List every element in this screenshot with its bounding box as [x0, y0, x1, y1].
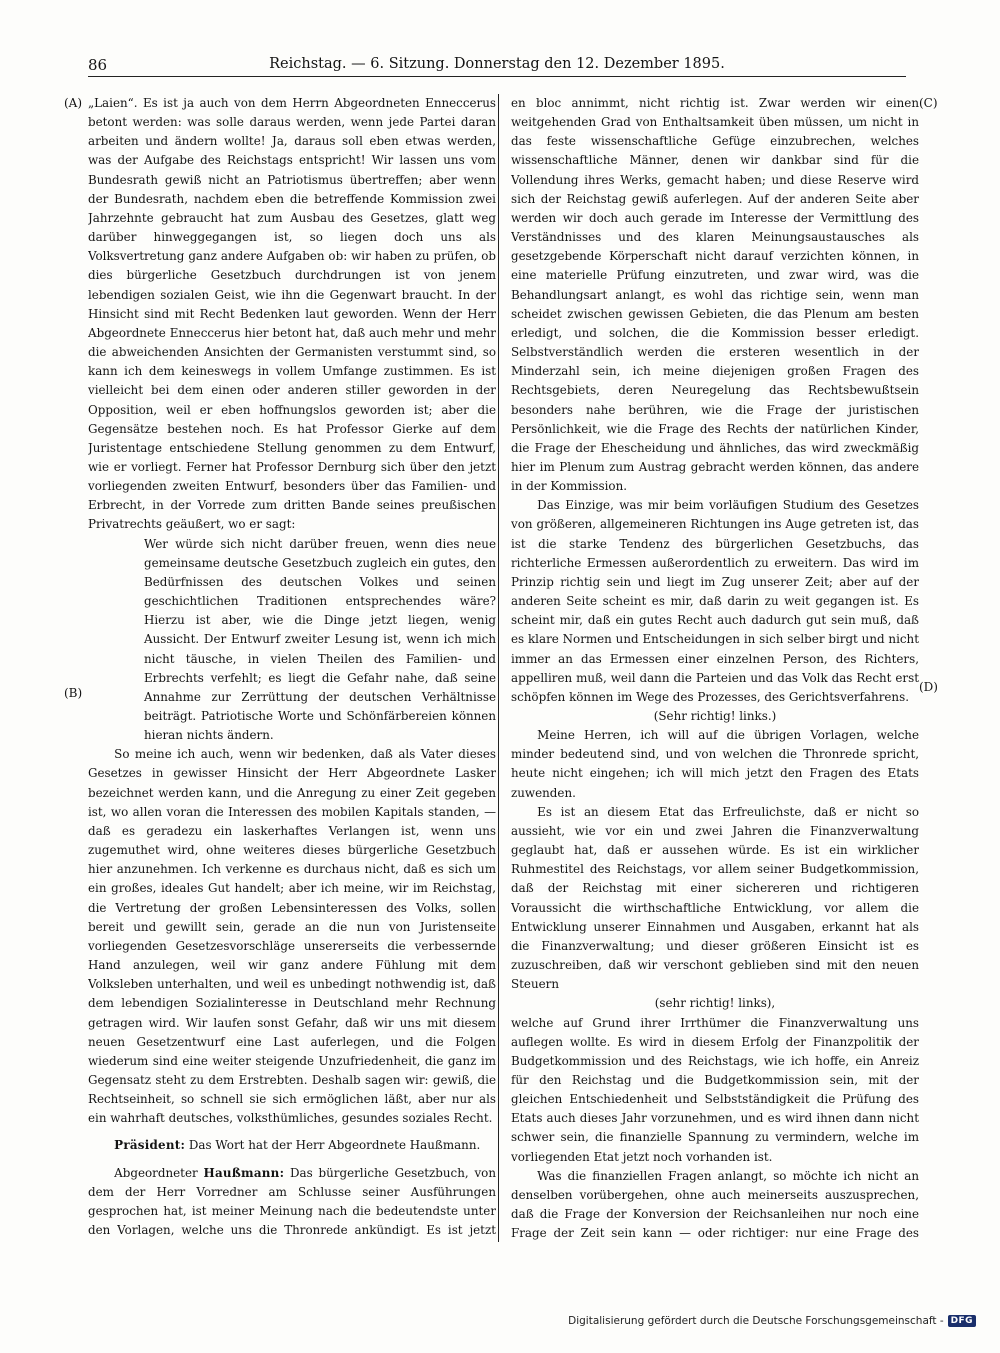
- margin-marker-b: (B): [64, 686, 83, 700]
- margin-marker-a: (A): [64, 96, 83, 110]
- speaker-prefix: Abgeordneter: [114, 1165, 204, 1180]
- right-paragraph-5: welche auf Grund ihrer Irrthümer die Finanzverwaltung uns auflegen wollte. Es wird in diesem Erfolg der Finanzpolitik der Budgetkommission und des Reichstags, wie ich hoffe, ein Anreiz für den Reichstag und die Budgetkommission sein, mit der gleichen Entschiedenheit und Selbstständigkeit die Prüfung des Etats auch dieses Jahr vorzunehmen, und es wird ihnen dann nicht schwer sein, die finanzielle Spannung zu vermindern, welche im vorliegenden Etat jetzt noch vorhanden ist.: [511, 1015, 919, 1164]
- speaker-president: Präsident:: [114, 1138, 186, 1153]
- president-text: Das Wort hat der Herr Abgeordnete Haußmann.: [185, 1138, 481, 1153]
- right-column: [511, 94, 919, 1240]
- page-number: 86: [88, 56, 108, 74]
- right-paragraph-4: Es ist an diesem Etat das Erfreulichste, daß er nicht so aussieht, wie vor ein und zwei Jahren die Finanzverwaltung geglaubt hat, daß er aussehen würde. Es ist ein wirklicher Ruhmestitel des Reichstags, vor allem seiner Budgetkommission, daß der Reichstag mit einer sichereren und richtigeren Voraussicht die wirthschaftliche Entwicklung, vor allem die Entwicklung unserer Einnahmen und Ausgaben, erkannt hat als die Finanzverwaltung; und dieser größeren Einsicht ist es zuzuschreiben, daß wir verschont geblieben sind mit den neuen Steuern: [511, 804, 919, 992]
- column-divider: [498, 94, 499, 1242]
- right-paragraph-1: en bloc annimmt, nicht richtig ist. Zwar werden wir einen weitgehenden Grad von Enthaltsamkeit üben müssen, um nicht in das feste wissenschaftliche Gefüge einzubrechen, welches wissenschaftliche Männer, denen wir dankbar sind für die Vollendung ihres Werks, gemacht haben; und diese Reserve wird sich der Reichstag gewiß auferlegen. Auf der anderen Seite aber werden wir doch auch gerade im Interesse der Vermittlung des Verständnisses und des klaren Meinungsaustausches als gesetzgebende Körperschaft nicht darauf verzichten können, in eine materielle Prüfung einzutreten, und zwar wird, was die Behandlungsart anlangt, es wohl das richtige sein, wenn man scheidet zwischen gewissen Gebieten, die das Plenum am besten erledigt, und solchen, die die Kommission besser erledigt. Selbstverständlich werden die ersteren wesentlich in der Minderzahl sein, ich meine diejenigen großen Fragen des Rechtsgebiets, deren Neuregelung das Rechtsbewußtsein besonders nahe berühren, wie die Frage der juristischen Persönlichkeit, wie die Frage des Rechts der natürlichen Kinder, die Frage der Ehescheidung und ähnliches, das wird zweckmäßig hier im Plenum zum Austrag gebracht werden können, das andere in der Kommission.: [511, 96, 919, 494]
- left-paragraph-2: So meine ich auch, wenn wir bedenken, daß als Vater dieses Gesetzes in gewisser Hinsicht der Herr Abgeordnete Lasker bezeichnet werden kann, und die Anregung zu einer Zeit gegeben ist, wo allen voran die Interessen des mobilen Kapitals standen, — daß es geradezu ein laskerhaftes Verlangen ist, wenn uns zugemuthet wird, ohne weiteres dieses bürgerliche Gesetzbuch hier anzunehmen. Ich verkenne es durchaus nicht, daß es sich um ein großes, ideales Gut handelt; aber ich meine, wir im Reichstag, die Vertretung der großen Lebensinteressen des Volks, sollen bereit und gewillt sein, gerade an die nun von Juristenseite vorliegenden Gesetzesvorschläge unsererseits die verbessernde Hand anzulegen, weil wir ganz andere Fühlung mit dem Volksleben unterhalten, und weil es unbedingt nothwendig ist, daß dem lebendigen Sozialinteresse in Deutschland mehr Rechnung getragen wird. Wir laufen sonst Gefahr, daß wir uns mit diesem neuen Gesetzentwurf eine Last auferlegen, und die Folgen wiederum sind eine weiter steigende Unzufriedenheit, die ganz im Gegensatz steht zu dem Erstrebten. Deshalb sagen wir: gewiß, die Rechtseinheit, so schnell sie sich ermöglichen läßt, aber nur als ein wahrhaft deutsches, volksthümliches, gesundes soziales Recht.: [88, 747, 496, 1126]
- interjection-2: (sehr richtig! links),: [654, 996, 776, 1011]
- president-statement: [88, 1136, 496, 1155]
- quotation-block: Wer würde sich nicht darüber freuen, wenn dies neue gemeinsame deutsche Gesetzbuch zugleich ein gutes, den Bedürfnissen des deutschen Volkes und seinen geschichtlichen Traditionen entsprechendes wäre? Hierzu ist aber, wie die Dinge jetzt liegen, wenig Aussicht. Der Entwurf zweiter Lesung ist, wenn ich mich nicht täusche, in vielen Theilen des Familien- und Erbrechts verfehlt; es liegt die Gefahr nahe, daß seine Annahme zur Zerrüttung der deutschen Verhältnisse beiträgt. Patriotische Worte und Schönfärbereien können hieran nichts ändern.: [144, 536, 496, 743]
- running-title: Reichstag. — 6. Sitzung. Donnerstag den 12. Dezember 1895.: [269, 56, 725, 72]
- page-header: [88, 54, 906, 77]
- speech-hausmann-text: Das bürgerliche Gesetzbuch, von dem der Herr Vorredner am Schlusse seiner Ausführungen gesprochen hat, ist meiner Meinung nach die bedeutendste unter den Vorlagen, welche uns die Thronrede ankündigt. Es ist jetzt: [88, 1165, 496, 1238]
- right-paragraph-2: Das Einzige, was mir beim vorläufigen Studium des Gesetzes von größeren, allgemeineren Richtungen ins Auge getreten ist, das ist die starke Tendenz des bürgerlichen Gesetzbuchs, das richterliche Ermessen außerordentlich zu erweitern. Das wird im Prinzip richtig sein und liegt im Zug unserer Zeit; aber auf der anderen Seite scheint es mir, daß darin zu weit gegangen ist. Es scheint mir, daß ein gutes Recht auch dadurch gut sein muß, daß es klare Normen und Entscheidungen in sich selber birgt und nicht immer an das Ermessen einer einzelnen Person, des Richters, appelliren muß, weil dann die Parteien und das Volk das Recht erst schöpfen können im Wege des Prozesses, des Gerichtsverfahrens.: [511, 498, 919, 704]
- margin-marker-d: (D): [919, 680, 938, 694]
- speech-hausmann: [88, 1164, 496, 1240]
- interjection-1: (Sehr richtig! links.): [653, 709, 777, 723]
- left-column: [88, 94, 496, 1240]
- speaker-hausmann: Haußmann:: [203, 1165, 285, 1180]
- digitization-footer: [568, 1315, 976, 1327]
- left-paragraph-1: „Laien“. Es ist ja auch von dem Herrn Abgeordneten Enneccerus betont werden: was solle daraus werden, wenn jede Partei daran arbeiten und ändern wollte! Ja, daraus soll eben etwas werden, was der Aufgabe des Reichstags entspricht! Wir lassen uns vom Bundesrath gewiß nicht an Patriotismus übertreffen; aber wenn der Bundesrath, nachdem eben die betreffende Kommission zwei Jahrzehnte gebraucht hat zum Ausbau des Gesetzes, glatt weg darüber hinweggegangen ist, so liegen doch uns als Volksvertretung ganz andere Aufgaben ob: wir haben zu prüfen, ob dies bürgerliche Gesetzbuch durchdrungen ist von jenem lebendigen sozialen Geist, wie ihn die Gegenwart braucht. In der Hinsicht sind mit Recht Bedenken laut geworden. Wenn der Herr Abgeordnete Enneccerus hier betont hat, daß auch mehr und mehr die abweichenden Ansichten der Germanisten verstummt sind, so kann ich dem keineswegs in vollem Umfange zustimmen. Es ist vielleicht bei dem einen oder anderen stiller geworden in der Opposition, weil er eben hoffnungslos geworden ist; aber die Gegensätze bestehen noch. Es hat Professor Gierke auf dem Juristentage entschiedene Stellung genommen zu dem Entwurf, wie er vorliegt. Ferner hat Professor Dernburg sich über den jetzt vorliegenden zweiten Entwurf, besonders über das Familien- und Erbrecht, in der Vorrede zum dritten Bande seines preußischen Privatrechts geäußert, wo er sagt:: [88, 96, 496, 532]
- margin-marker-c: (C): [919, 96, 938, 110]
- right-paragraph-6: Was die finanziellen Fragen anlangt, so möchte ich nicht an denselben vorübergehen, ohne auch meinerseits auszusprechen, daß die Frage der Konversion der Reichsanleihen nur noch eine Frage der Zeit sein kann — oder richtiger: nur eine Frage des: [511, 1168, 919, 1240]
- right-paragraph-3: Meine Herren, ich will auf die übrigen Vorlagen, welche minder bedeutend sind, und von welchen die Thronrede spricht, heute nicht eingehen; ich will mich jetzt den Fragen des Etats zuwenden.: [511, 728, 919, 800]
- footer-text: Digitalisierung gefördert durch die Deutsche Forschungsgemeinschaft -: [568, 1315, 944, 1327]
- dfg-logo: DFG: [948, 1315, 976, 1327]
